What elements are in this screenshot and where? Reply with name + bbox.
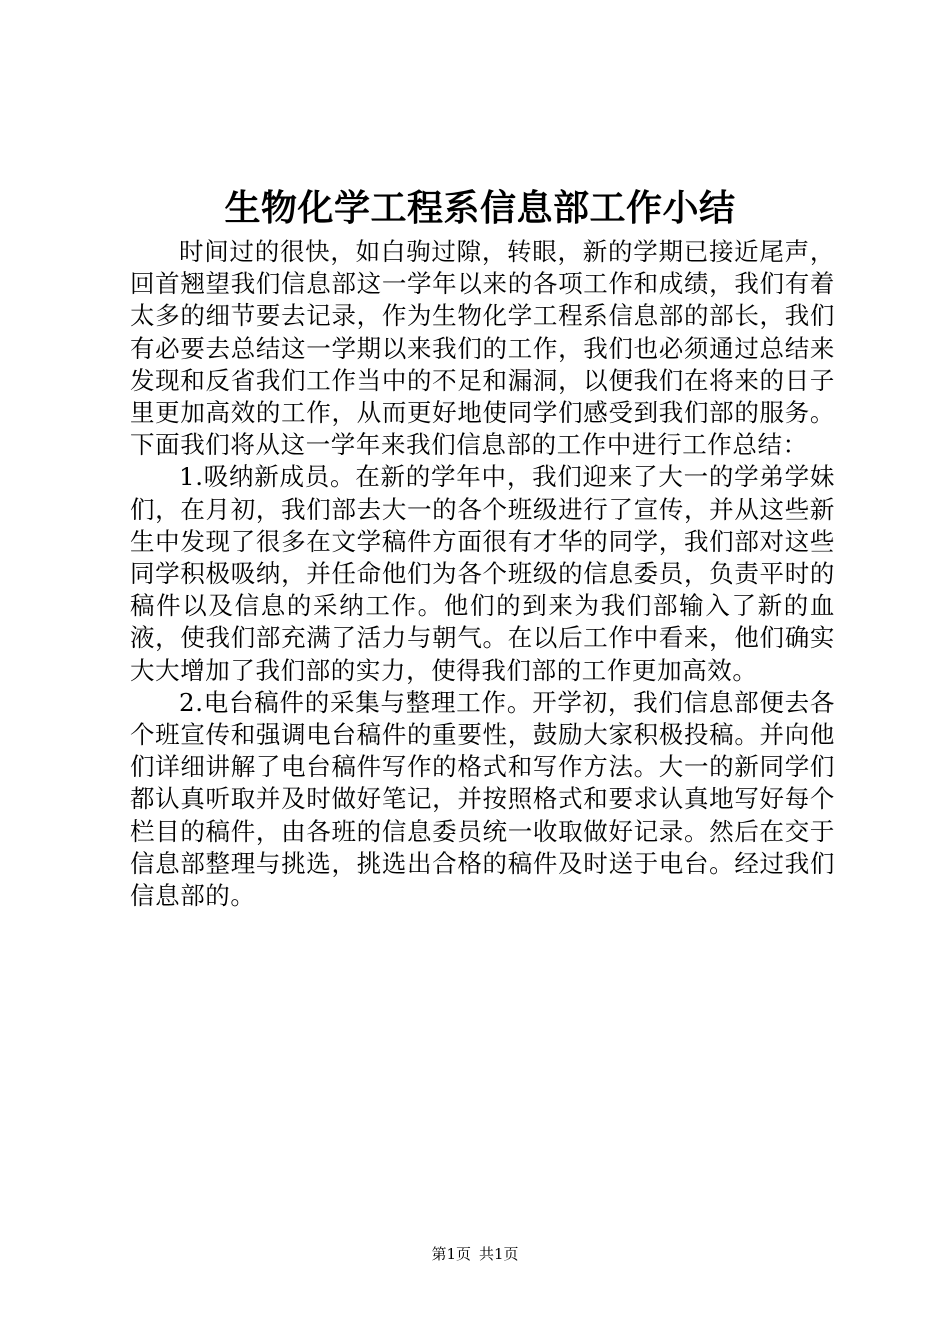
page-number: 第1页 [431, 1245, 471, 1263]
page-footer [0, 1244, 950, 1264]
paragraph-item-2: 2.电台稿件的采集与整理工作。开学初，我们信息部便去各个班宣传和强调电台稿件的重要性，鼓励大家积极投稿。并向他们详细讲解了电台稿件写作的格式和写作方法。大一的新同学们都认真听取并及时做好笔记，并按照格式和要求认真地写好每个栏目的稿件，由各班的信息委员统一收取做好记录。然后在交于信息部整理与挑选，挑选出合格的稿件及时送于电台。经过我们信息部的。 [130, 687, 835, 911]
document-body [130, 236, 835, 912]
page-total: 共1页 [479, 1245, 519, 1263]
document-title: 生物化学工程系信息部工作小结 [224, 187, 736, 229]
paragraph-intro: 时间过的很快，如白驹过隙，转眼，新的学期已接近尾声，回首翘望我们信息部这一学年以来的各项工作和成绩，我们有着太多的细节要去记录，作为生物化学工程系信息部的部长，我们有必要去总结这一学期以来我们的工作，我们也必须通过总结来发现和反省我们工作当中的不足和漏洞，以便我们在将来的日子里更加高效的工作，从而更好地使同学们感受到我们部的服务。下面我们将从这一学年来我们信息部的工作中进行工作总结： [130, 237, 835, 460]
paragraph-item-1: 1.吸纳新成员。在新的学年中，我们迎来了大一的学弟学妹们，在月初，我们部去大一的各个班级进行了宣传，并从这些新生中发现了很多在文学稿件方面很有才华的同学，我们部对这些同学积极吸纳，并任命他们为各个班级的信息委员，负责平时的稿件以及信息的采纳工作。他们的到来为我们部输入了新的血液，使我们部充满了活力与朝气。在以后工作中看来，他们确实大大增加了我们部的实力，使得我们部的工作更加高效。 [130, 462, 835, 685]
